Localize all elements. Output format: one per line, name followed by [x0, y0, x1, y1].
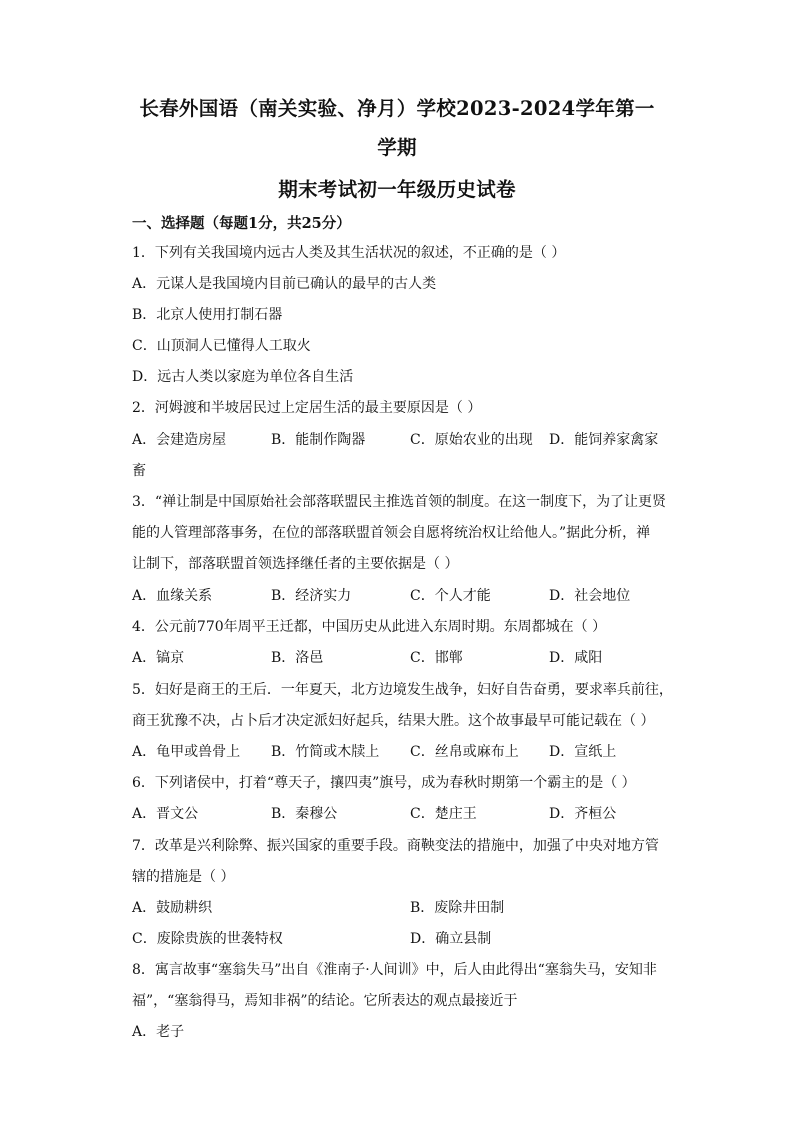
question-3-stem-line-2: 能的人管理部落事务，在位的部落联盟首领会自愿将统治权让给他人。”据此分析，禅 [132, 525, 651, 541]
question-4-option-a: A．镐京 [132, 650, 185, 666]
question-5-option-c: C．丝帛或麻布上 [410, 744, 519, 760]
question-5-option-a: A．龟甲或兽骨上 [132, 744, 241, 760]
question-2-option-d: D．能饲养家禽家 [549, 432, 659, 448]
question-7-stem-line-1: 7．改革是兴利除弊、振兴国家的重要手段。商鞅变法的措施中，加强了中央对地方管 [132, 838, 659, 854]
question-8-stem-line-2: 福”，“塞翁得马，焉知非祸”的结论。它所表达的观点最接近于 [132, 993, 518, 1009]
question-1-option-b: B．北京人使用打制石器 [132, 307, 283, 323]
question-4-option-c: C．邯郸 [410, 650, 463, 666]
question-7-option-b: B．废除井田制 [410, 900, 505, 916]
question-1-stem: 1．下列有关我国境内远古人类及其生活状况的叙述，不正确的是（ ） [132, 245, 566, 261]
question-2-option-d-wrap: 畜 [132, 463, 146, 479]
question-5-stem-line-1: 5．妇好是商王的王后．一年夏天，北方边境发生战争，妇好自告奋勇，要求率兵前往， [132, 682, 673, 698]
question-5-stem-line-2: 商王犹豫不决，占卜后才决定派妇好起兵，结果大胜。这个故事最早可能记载在（ ） [132, 713, 655, 729]
question-2-option-c: C．原始农业的出现 [410, 432, 533, 448]
question-1-option-a: A．元谋人是我国境内目前已确认的最早的古人类 [132, 276, 437, 292]
question-1-option-d: D．远古人类以家庭为单位各自生活 [132, 369, 354, 385]
question-3-option-c: C．个人才能 [410, 588, 491, 604]
exam-title-line-3: 期末考试初一年级历史试卷 [278, 178, 516, 201]
question-3-option-d: D．社会地位 [549, 588, 631, 604]
section-heading: 一、选择题（每题1分，共25分） [132, 215, 351, 232]
question-7-option-c: C．废除贵族的世袭特权 [132, 931, 283, 947]
question-7-stem-line-2: 辖的措施是（ ） [132, 869, 235, 885]
question-8-option-a: A．老子 [132, 1024, 185, 1040]
question-3-stem-line-1: 3．“禅让制是中国原始社会部落联盟民主推选首领的制度。在这一制度下，为了让更贤 [132, 494, 667, 510]
question-5-option-d: D．宣纸上 [549, 744, 617, 760]
question-6-option-b: B．秦穆公 [271, 806, 338, 822]
question-6-stem: 6．下列诸侯中，打着“尊天子，攘四夷”旗号，成为春秋时期第一个霸主的是（ ） [132, 775, 636, 791]
question-8-stem-line-1: 8．寓言故事“塞翁失马”出自《淮南子·人间训》中，后人由此得出“塞翁失马，安知非 [132, 962, 657, 978]
question-2-stem: 2．河姆渡和半坡居民过上定居生活的最主要原因是（ ） [132, 400, 482, 416]
question-5-option-b: B．竹简或木牍上 [271, 744, 380, 760]
question-3-option-b: B．经济实力 [271, 588, 352, 604]
question-6-option-a: A．晋文公 [132, 806, 199, 822]
question-2-option-a: A．会建造房屋 [132, 432, 227, 448]
exam-title-line-2: 学期 [377, 136, 417, 159]
question-4-stem: 4．公元前770年周平王迁都，中国历史从此进入东周时期。东周都城在（ ） [132, 619, 607, 635]
question-1-option-c: C．山顶洞人已懂得人工取火 [132, 338, 311, 354]
question-3-stem-line-3: 让制下，部落联盟首领选择继任者的主要依据是（ ） [132, 556, 459, 572]
question-6-option-d: D．齐桓公 [549, 806, 617, 822]
question-7-option-a: A．鼓励耕织 [132, 900, 213, 916]
question-4-option-d: D．咸阳 [549, 650, 603, 666]
question-4-option-b: B．洛邑 [271, 650, 324, 666]
question-2-option-b: B．能制作陶器 [271, 432, 366, 448]
exam-title-line-1: 长春外国语（南关实验、净月）学校2023-2024学年第一 [139, 97, 655, 120]
question-3-option-a: A．血缘关系 [132, 588, 213, 604]
question-7-option-d: D．确立县制 [410, 931, 492, 947]
question-6-option-c: C．楚庄王 [410, 806, 477, 822]
